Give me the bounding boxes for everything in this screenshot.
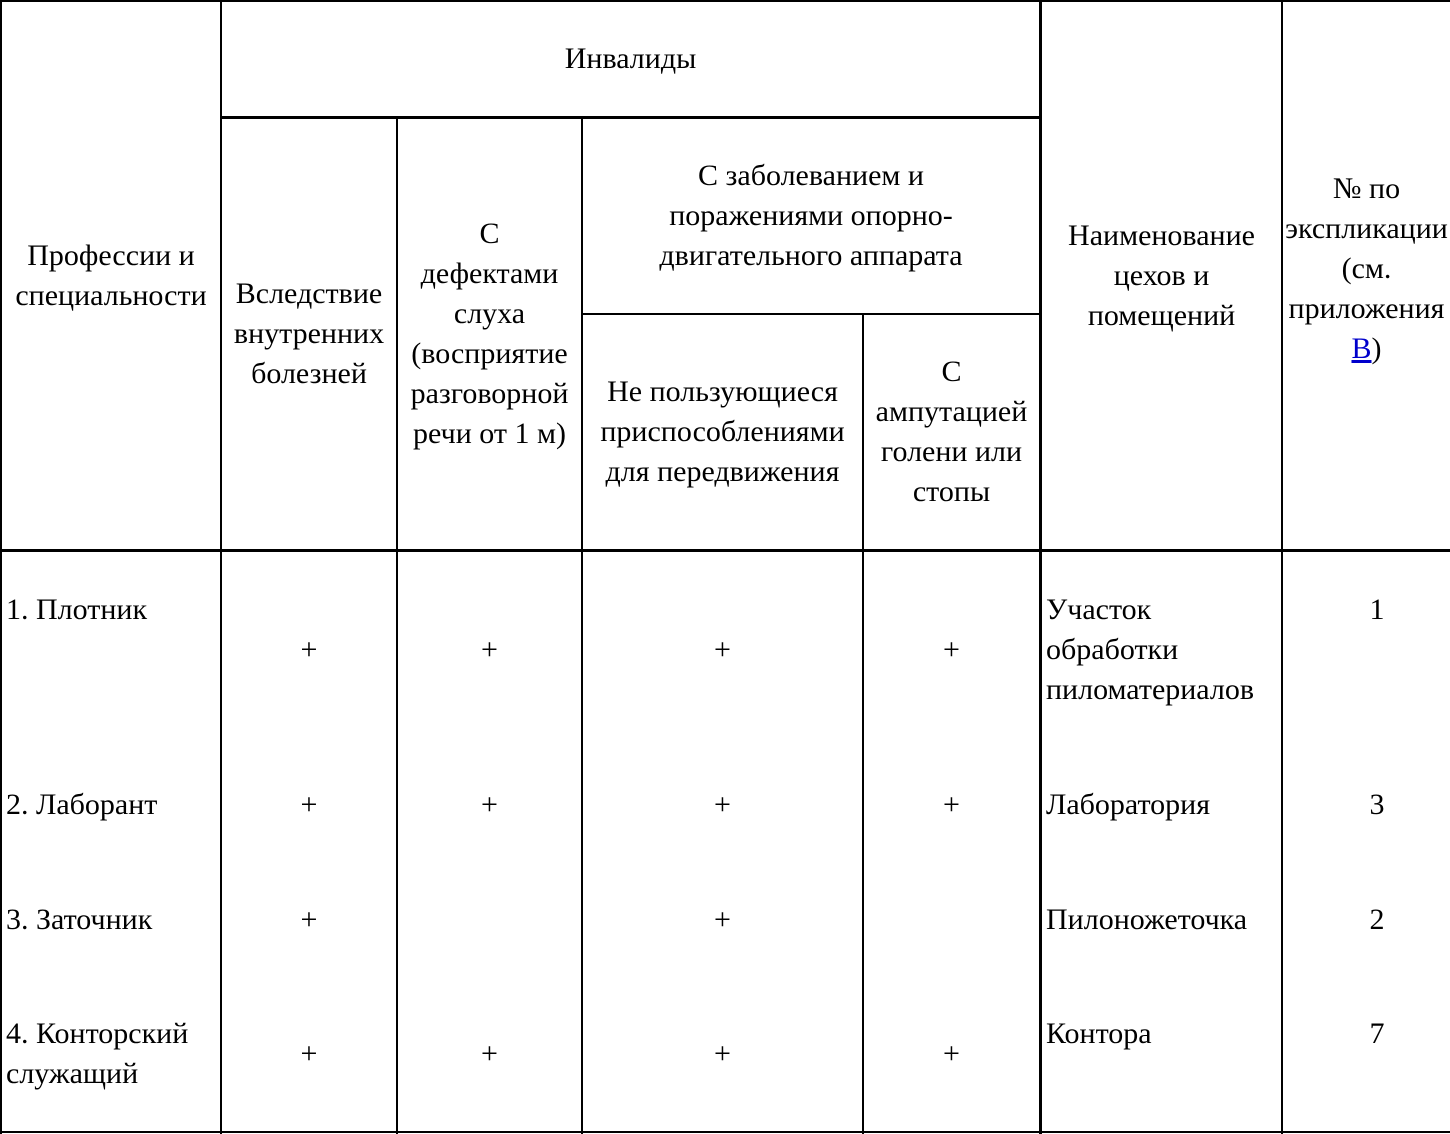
- header-workshops: Наименование цехов и помещений: [1068, 218, 1255, 332]
- row4-workshop: Контора: [1046, 1017, 1152, 1050]
- row4-profession: 4. Конторский служащий: [6, 1017, 189, 1090]
- header-amputation: С ампутацией голени или стопы: [875, 355, 1028, 508]
- header-disabled-group: Инвалиды: [564, 42, 697, 75]
- row2-internal: +: [300, 788, 318, 821]
- row3-no-aids: +: [714, 903, 731, 936]
- explication-header-text: [1283, 169, 1450, 369]
- header-explication-no: [1283, 2, 1450, 549]
- row1-no-aids: +: [714, 633, 731, 666]
- row3-hearing: [398, 900, 581, 940]
- header-no-aids: Не пользующиеся приспособлениями для передвижения: [600, 375, 845, 488]
- header-musculoskeletal-group: С заболеванием и поражениями опорно- двигательного аппарата: [659, 159, 963, 272]
- header-internal-diseases: Вследствие внутренних болезней: [233, 277, 385, 390]
- row1-number: 1: [1369, 593, 1385, 626]
- row3-profession: 3. Заточник: [6, 903, 153, 936]
- row4-number: 7: [1369, 1017, 1385, 1050]
- row4-no-aids: +: [714, 1037, 731, 1070]
- row3-number: 2: [1369, 903, 1385, 936]
- header-professions: Профессии и специальности: [15, 238, 207, 312]
- row1-profession: 1. Плотник: [6, 593, 148, 626]
- row4-amputation: +: [943, 1037, 960, 1070]
- row1-amputation: +: [943, 633, 960, 666]
- row1-hearing: +: [481, 633, 498, 666]
- appendix-b-link[interactable]: В: [1351, 331, 1372, 365]
- border-bottom: [0, 1131, 1450, 1133]
- row2-hearing: +: [481, 788, 498, 821]
- row2-amputation: +: [943, 788, 960, 821]
- row4-hearing: +: [481, 1037, 498, 1070]
- row3-internal: +: [300, 903, 318, 936]
- row4-internal: +: [300, 1037, 318, 1070]
- explication-header-close: ): [1371, 331, 1382, 365]
- header-bottom-line: [0, 549, 1450, 552]
- row2-number: 3: [1369, 788, 1385, 821]
- row1-workshop: Участок обработки пиломатериалов: [1046, 593, 1255, 706]
- row1-internal: +: [300, 633, 318, 666]
- row3-amputation: [864, 900, 1039, 940]
- header-hearing-defects: С дефектами слуха (восприятие разговорной речи от 1 м): [410, 217, 569, 450]
- row2-profession: 2. Лаборант: [6, 788, 158, 821]
- row2-workshop: Лаборатория: [1046, 788, 1211, 821]
- row2-no-aids: +: [714, 788, 731, 821]
- row3-workshop: Пилоножеточка: [1046, 903, 1248, 936]
- explication-header-label: № по экспликации (см. приложения: [1285, 171, 1448, 325]
